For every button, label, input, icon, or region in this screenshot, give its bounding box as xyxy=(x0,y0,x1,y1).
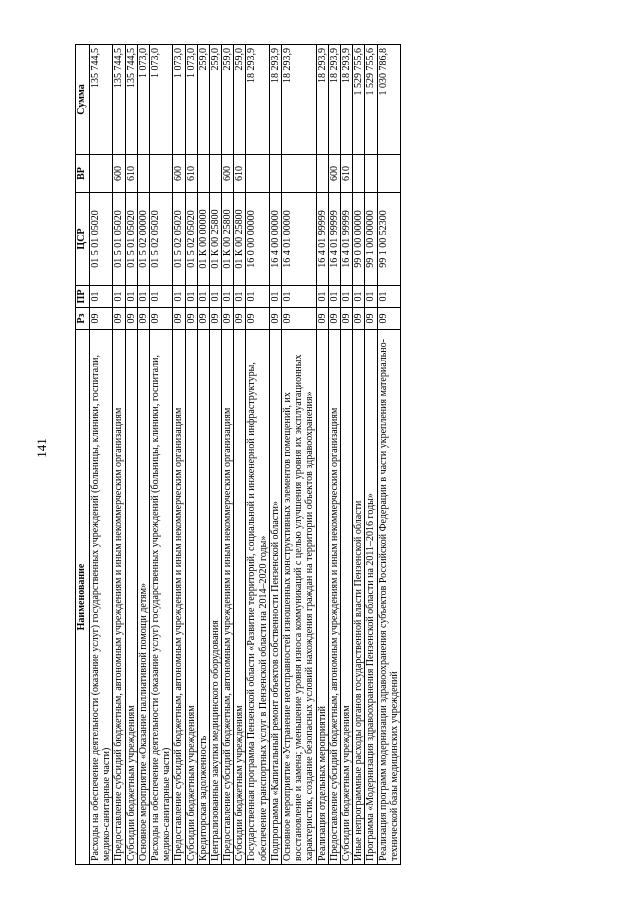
row-rz: 09 xyxy=(316,308,328,330)
table-row xyxy=(113,45,125,865)
row-sum: 1 529 755,6 xyxy=(365,45,377,155)
row-name: Предоставление субсидий бюджетным, автономным учреждениям и иным некоммерческим организациям xyxy=(113,330,125,865)
row-pr: 01 xyxy=(340,286,352,308)
row-rz: 09 xyxy=(234,308,246,330)
row-pr: 01 xyxy=(173,286,185,308)
row-rz: 09 xyxy=(173,308,185,330)
row-rz: 09 xyxy=(209,308,221,330)
row-csr: 01 5 02 00000 xyxy=(137,193,149,286)
header-pr: ПР xyxy=(76,286,90,308)
row-rz: 09 xyxy=(282,308,317,330)
row-sum: 135 744,5 xyxy=(113,45,125,155)
table-row xyxy=(185,45,197,865)
row-vr xyxy=(377,155,400,193)
row-sum: 18 293,9 xyxy=(282,45,317,155)
row-name: Основное мероприятие «Устранение неисправностей изношенных конструктивных элементов помещений, их восстановление и замена; уменьшение уровня износа коммуникаций с целью улучшения уровня их эксплуатационных характеристик, создание безопасных условий нахождения граждан на территории объектов здравоохранения» xyxy=(282,330,317,865)
row-csr: 01 К 00 25800 xyxy=(222,193,234,286)
row-rz: 09 xyxy=(90,308,113,330)
row-csr: 01 К 00 00000 xyxy=(197,193,209,286)
header-sum: Сумма xyxy=(76,45,90,155)
header-rz: Рз xyxy=(76,308,90,330)
table-row xyxy=(125,45,137,865)
row-rz: 09 xyxy=(197,308,209,330)
table-row xyxy=(365,45,377,865)
row-csr: 01 5 02 05020 xyxy=(173,193,185,286)
row-csr: 01 К 00 25800 xyxy=(209,193,221,286)
row-pr: 01 xyxy=(137,286,149,308)
table-row xyxy=(269,45,281,865)
row-sum: 1 030 786,8 xyxy=(377,45,400,155)
row-pr: 01 xyxy=(246,286,269,308)
row-rz: 09 xyxy=(353,308,365,330)
row-name: Иные непрограммные расходы органов государственной власти Пензенской области xyxy=(353,330,365,865)
row-vr: 610 xyxy=(185,155,197,193)
table-row xyxy=(328,45,340,865)
rotated-page-content xyxy=(75,45,565,865)
table-row xyxy=(246,45,269,865)
row-name: Предоставление субсидий бюджетным, автономным учреждениям и иным некоммерческим организациям xyxy=(328,330,340,865)
row-pr: 01 xyxy=(328,286,340,308)
row-sum: 259,0 xyxy=(234,45,246,155)
row-name: Подпрограмма «Капитальный ремонт объектов собственности Пензенской области» xyxy=(269,330,281,865)
row-vr xyxy=(90,155,113,193)
row-pr: 01 xyxy=(209,286,221,308)
row-vr xyxy=(353,155,365,193)
row-csr: 16 4 01 99999 xyxy=(316,193,328,286)
row-sum: 18 293,9 xyxy=(340,45,352,155)
row-rz: 09 xyxy=(328,308,340,330)
row-csr: 16 4 01 00000 xyxy=(282,193,317,286)
row-sum: 1 073,0 xyxy=(137,45,149,155)
row-vr xyxy=(137,155,149,193)
row-sum: 1 073,0 xyxy=(185,45,197,155)
row-sum: 1 073,0 xyxy=(149,45,172,155)
row-pr: 01 xyxy=(353,286,365,308)
row-sum: 18 293,9 xyxy=(316,45,328,155)
row-csr: 01 К 00 25800 xyxy=(234,193,246,286)
row-rz: 09 xyxy=(377,308,400,330)
row-sum: 259,0 xyxy=(209,45,221,155)
row-pr: 01 xyxy=(377,286,400,308)
row-vr xyxy=(209,155,221,193)
row-vr: 610 xyxy=(125,155,137,193)
row-sum: 1 073,0 xyxy=(173,45,185,155)
header-name: Наименование xyxy=(76,330,90,865)
row-vr xyxy=(149,155,172,193)
row-sum: 18 293,9 xyxy=(269,45,281,155)
row-pr: 01 xyxy=(365,286,377,308)
row-csr: 01 5 01 05020 xyxy=(113,193,125,286)
row-name: Субсидии бюджетным учреждениям xyxy=(185,330,197,865)
table-row xyxy=(282,45,317,865)
row-pr: 01 xyxy=(234,286,246,308)
row-name: Основное мероприятие «Оказание паллиативной помощи детям» xyxy=(137,330,149,865)
row-sum: 135 744,5 xyxy=(90,45,113,155)
row-csr: 01 5 02 05020 xyxy=(149,193,172,286)
row-vr: 600 xyxy=(113,155,125,193)
row-vr xyxy=(269,155,281,193)
row-rz: 09 xyxy=(340,308,352,330)
table-row xyxy=(173,45,185,865)
row-name: Предоставление субсидий бюджетным, автономным учреждениям и иным некоммерческим организациям xyxy=(173,330,185,865)
table-row xyxy=(90,45,113,865)
row-csr: 01 5 01 05020 xyxy=(125,193,137,286)
row-pr: 01 xyxy=(316,286,328,308)
row-vr: 600 xyxy=(173,155,185,193)
table-row xyxy=(234,45,246,865)
row-rz: 09 xyxy=(125,308,137,330)
row-rz: 09 xyxy=(137,308,149,330)
row-csr: 16 0 00 00000 xyxy=(246,193,269,286)
table-row xyxy=(209,45,221,865)
row-name: Централизованные закупки медицинского оборудования xyxy=(209,330,221,865)
table-row xyxy=(340,45,352,865)
row-name: Кредиторская задолженность xyxy=(197,330,209,865)
header-csr: ЦСР xyxy=(76,193,90,286)
budget-table xyxy=(75,44,401,865)
row-name: Субсидии бюджетным учреждениям xyxy=(234,330,246,865)
table-row xyxy=(137,45,149,865)
row-vr: 610 xyxy=(340,155,352,193)
row-csr: 01 5 01 05020 xyxy=(90,193,113,286)
row-name: Реализация отдельных мероприятий xyxy=(316,330,328,865)
row-rz: 09 xyxy=(113,308,125,330)
table-row xyxy=(353,45,365,865)
row-rz: 09 xyxy=(365,308,377,330)
row-rz: 09 xyxy=(149,308,172,330)
row-pr: 01 xyxy=(197,286,209,308)
row-csr: 16 4 01 99999 xyxy=(340,193,352,286)
row-name: Субсидии бюджетным учреждениям xyxy=(125,330,137,865)
row-sum: 1 529 755,6 xyxy=(353,45,365,155)
row-sum: 259,0 xyxy=(197,45,209,155)
row-csr: 99 1 00 00000 xyxy=(365,193,377,286)
row-pr: 01 xyxy=(113,286,125,308)
row-csr: 16 4 00 00000 xyxy=(269,193,281,286)
row-vr xyxy=(282,155,317,193)
row-sum: 18 293,9 xyxy=(246,45,269,155)
row-rz: 09 xyxy=(185,308,197,330)
row-pr: 01 xyxy=(149,286,172,308)
table-row xyxy=(377,45,400,865)
row-pr: 01 xyxy=(90,286,113,308)
row-vr xyxy=(246,155,269,193)
table-header-row xyxy=(76,45,90,865)
row-csr: 01 5 02 05020 xyxy=(185,193,197,286)
table-row xyxy=(222,45,234,865)
row-pr: 01 xyxy=(222,286,234,308)
row-vr xyxy=(316,155,328,193)
row-name: Предоставление субсидий бюджетным, автономным учреждениям и иным некоммерческим организациям xyxy=(222,330,234,865)
row-csr: 16 4 01 99999 xyxy=(328,193,340,286)
row-pr: 01 xyxy=(125,286,137,308)
row-vr xyxy=(365,155,377,193)
table-row xyxy=(316,45,328,865)
row-name: Субсидии бюджетным учреждениям xyxy=(340,330,352,865)
page-number: 141 xyxy=(33,438,49,458)
row-csr: 99 1 00 52300 xyxy=(377,193,400,286)
row-vr: 610 xyxy=(234,155,246,193)
row-name: Государственная программа Пензенской области «Развитие территорий, социальной и инженерной инфраструктуры, обеспечение транспортных услуг в Пензенской области на 2014–2020 годы» xyxy=(246,330,269,865)
row-vr: 600 xyxy=(222,155,234,193)
row-vr: 600 xyxy=(328,155,340,193)
row-rz: 09 xyxy=(269,308,281,330)
row-sum: 259,0 xyxy=(222,45,234,155)
row-sum: 18 293,9 xyxy=(328,45,340,155)
row-csr: 99 0 00 00000 xyxy=(353,193,365,286)
row-pr: 01 xyxy=(282,286,317,308)
row-name: Программа «Модернизация здравоохранения Пензенской области на 2011–2016 годы» xyxy=(365,330,377,865)
row-name: Расходы на обеспечение деятельности (оказание услуг) государственных учреждений (больницы, клиники, госпитали, медико-санитарные части) xyxy=(90,330,113,865)
row-sum: 135 744,5 xyxy=(125,45,137,155)
table-row xyxy=(149,45,172,865)
row-rz: 09 xyxy=(246,308,269,330)
row-name: Реализация программ модернизации здравоохранения субъектов Российской Федерации в части укрепления материально-технической базы медицинских учреждений xyxy=(377,330,400,865)
row-pr: 01 xyxy=(269,286,281,308)
row-name: Расходы на обеспечение деятельности (оказание услуг) государственных учреждений (больницы, клиники, госпитали, медико-санитарные части) xyxy=(149,330,172,865)
header-vr: ВР xyxy=(76,155,90,193)
row-vr xyxy=(197,155,209,193)
row-pr: 01 xyxy=(185,286,197,308)
row-rz: 09 xyxy=(222,308,234,330)
table-row xyxy=(197,45,209,865)
